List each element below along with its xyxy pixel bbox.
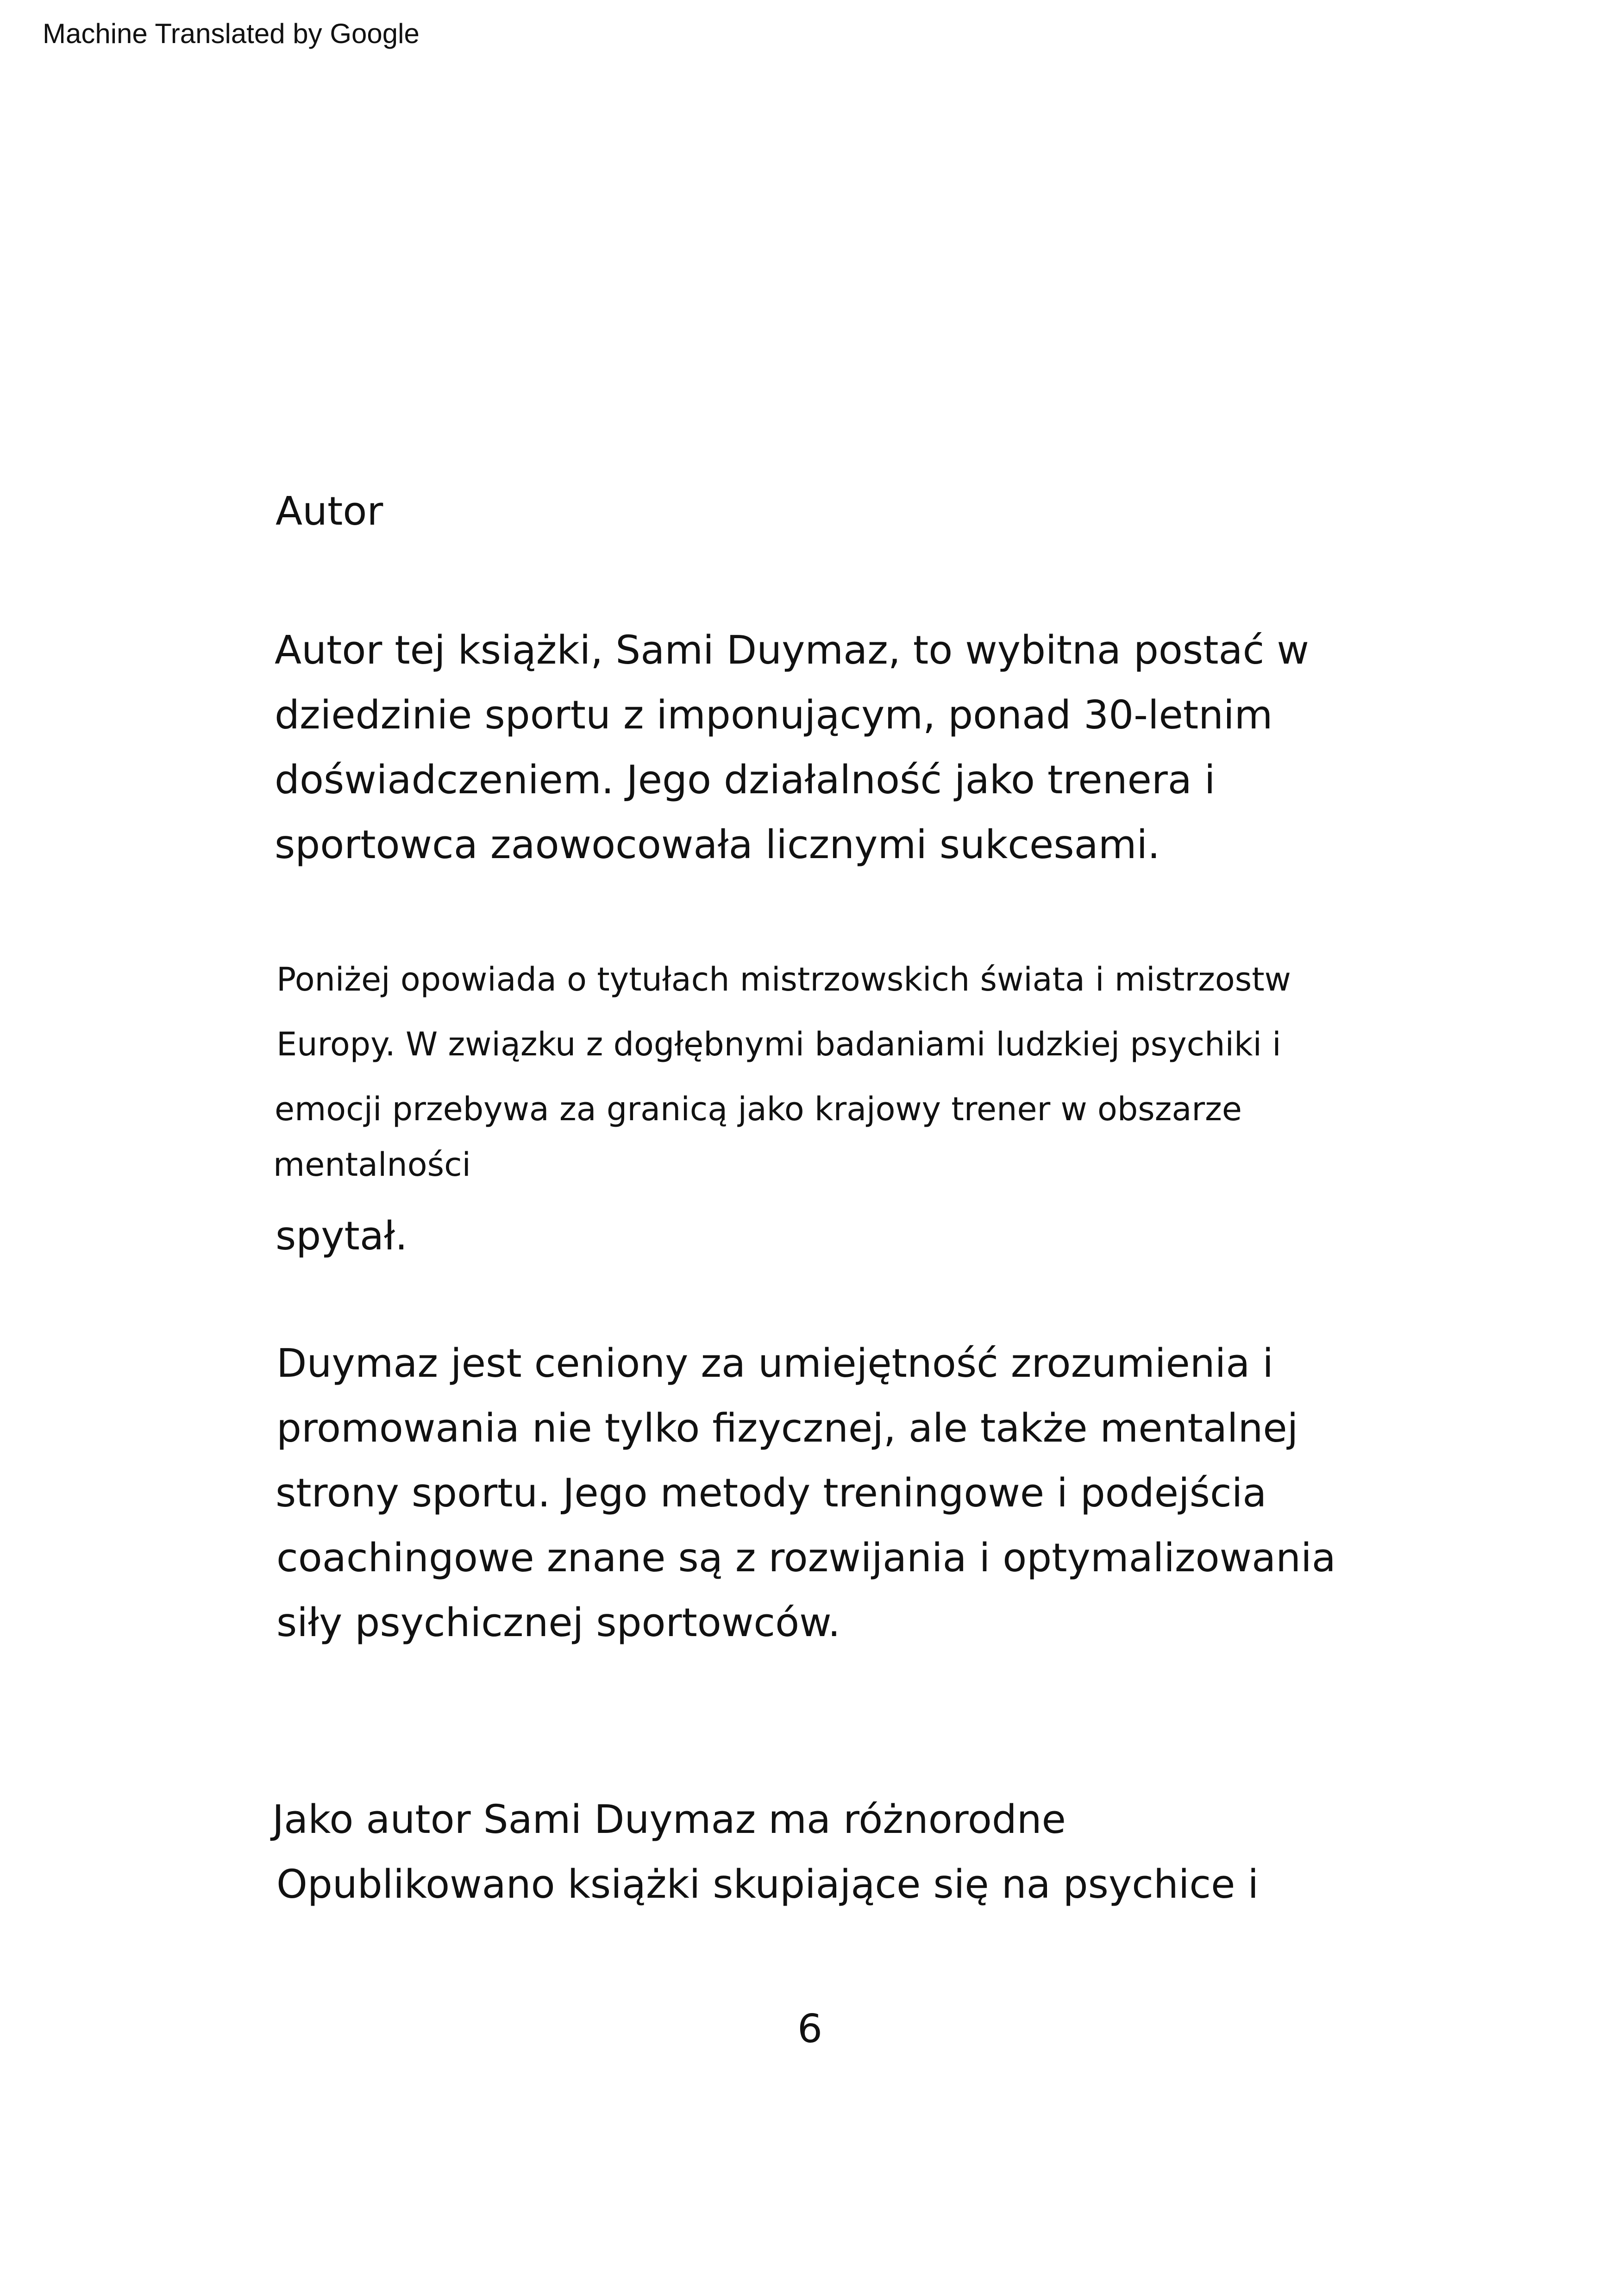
paragraph-line: siły psychicznej sportowców.	[276, 1600, 840, 1646]
paragraph-line: Europy. W związku z dogłębnymi badaniami ludzkiej psychiki i	[276, 1025, 1281, 1063]
section-heading: Autor	[276, 489, 383, 534]
paragraph-line: Poniżej opowiada o tytułach mistrzowskich świata i mistrzostw	[276, 960, 1291, 998]
paragraph-line: dziedzinie sportu z imponującym, ponad 30-letnim	[275, 692, 1273, 738]
machine-translation-notice: Machine Translated by Google	[43, 18, 420, 49]
paragraph-line: coachingowe znane są z rozwijania i optymalizowania	[276, 1535, 1336, 1581]
paragraph-line: promowania nie tylko fizycznej, ale także mentalnej	[276, 1405, 1298, 1451]
paragraph-line: doświadczeniem. Jego działalność jako trenera i	[275, 757, 1216, 803]
paragraph-line: spytał.	[276, 1213, 408, 1259]
paragraph-line: emocji przebywa za granicą jako krajowy trener w obszarze	[275, 1090, 1242, 1128]
paragraph-line: sportowca zaowocowała licznymi sukcesami.	[275, 822, 1160, 868]
page-number: 6	[797, 2006, 823, 2052]
paragraph-line: Jako autor Sami Duymaz ma różnorodne	[272, 1797, 1066, 1843]
paragraph-line: Autor tej książki, Sami Duymaz, to wybitna postać w	[275, 627, 1309, 673]
paragraph-line: Opublikowano książki skupiające się na psychice i	[276, 1862, 1259, 1907]
paragraph-line: strony sportu. Jego metody treningowe i podejścia	[276, 1470, 1267, 1516]
paragraph-line: mentalności	[273, 1146, 471, 1184]
paragraph-line: Duymaz jest ceniony za umiejętność zrozumienia i	[276, 1341, 1273, 1386]
